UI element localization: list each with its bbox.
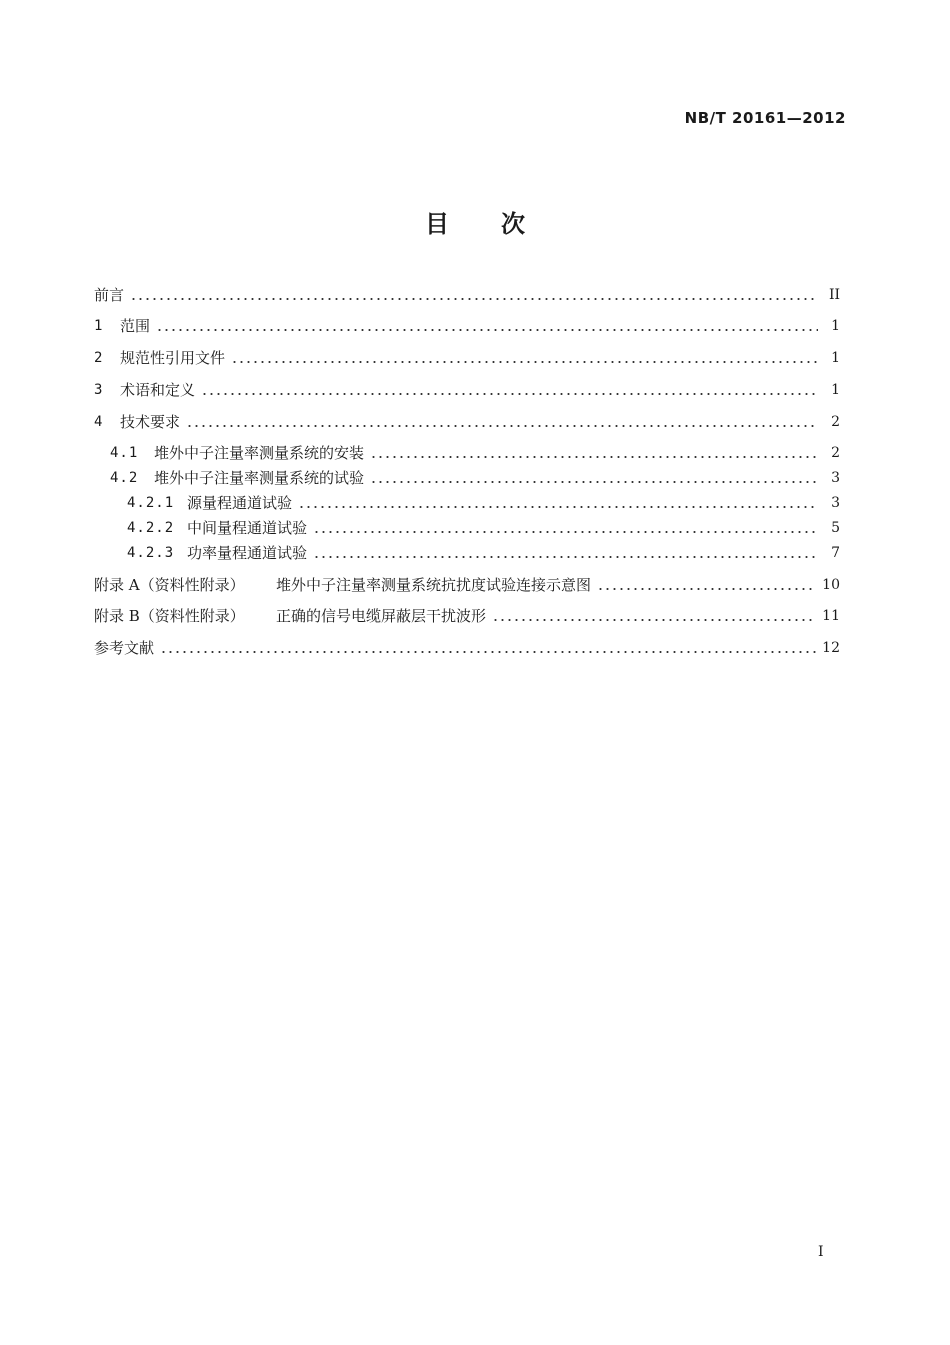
toc-entry-number: 4.1	[110, 445, 139, 461]
toc-entry-number: 附录 B（资料性附录）	[94, 607, 245, 625]
standard-number: NB/T 20161—2012	[684, 109, 846, 127]
toc-entry-page: 7	[831, 545, 840, 561]
toc-entry-page: 11	[822, 608, 840, 624]
toc-entry-page: 5	[831, 520, 840, 536]
toc-entry-page: II	[828, 287, 840, 303]
toc-entry-1[interactable]	[94, 315, 840, 337]
toc-entry-number: 4.2.3	[127, 545, 175, 561]
toc-entry-4-1[interactable]	[94, 442, 840, 464]
toc-entry-number: 4.2	[110, 470, 139, 486]
toc-entry-label: 正确的信号电缆屏蔽层干扰波形	[276, 607, 487, 625]
leader-dots	[298, 506, 818, 508]
toc-entry-3[interactable]	[94, 379, 840, 401]
toc-entry-label: 源量程通道试验	[187, 494, 293, 512]
toc-entry-label: 前言	[94, 286, 125, 304]
leader-dots	[160, 651, 816, 653]
toc-entry-number: 1	[94, 318, 104, 334]
toc-entry-4-2-2[interactable]	[94, 517, 840, 539]
leader-dots	[492, 619, 816, 621]
leader-dots	[597, 588, 816, 590]
leader-dots	[156, 329, 818, 331]
toc-entry-label: 规范性引用文件	[120, 349, 226, 367]
page-number: I	[818, 1244, 824, 1260]
toc-entry-label: 堆外中子注量率测量系统的试验	[154, 469, 365, 487]
toc-entry-page: 10	[822, 577, 840, 593]
toc-entry-4[interactable]	[94, 411, 840, 433]
toc-entry-bibliography[interactable]	[94, 637, 840, 659]
toc-entry-page: 3	[831, 495, 840, 511]
toc-entry-4-2-1[interactable]	[94, 492, 840, 514]
toc-entry-number: 4	[94, 414, 104, 430]
toc-entry-number: 4.2.2	[127, 520, 175, 536]
toc-entry-page: 3	[831, 470, 840, 486]
toc-entry-4-2[interactable]	[94, 467, 840, 489]
leader-dots	[231, 361, 818, 363]
toc-entry-label: 堆外中子注量率测量系统的安装	[154, 444, 365, 462]
toc-entry-label: 功率量程通道试验	[187, 544, 308, 562]
toc-entry-page: 2	[831, 445, 840, 461]
toc-entry-4-2-3[interactable]	[94, 542, 840, 564]
toc-entry-page: 1	[831, 382, 840, 398]
toc-entry-number: 3	[94, 382, 104, 398]
toc-entry-foreword[interactable]	[94, 284, 840, 306]
toc-entry-annex-b[interactable]	[94, 605, 840, 627]
leader-dots	[370, 456, 818, 458]
toc-entry-label: 技术要求	[120, 413, 181, 431]
leader-dots	[313, 531, 818, 533]
leader-dots	[130, 298, 818, 300]
leader-dots	[201, 393, 818, 395]
toc-entry-page: 1	[831, 318, 840, 334]
toc-entry-label: 中间量程通道试验	[187, 519, 308, 537]
toc-entry-annex-a[interactable]	[94, 574, 840, 596]
leader-dots	[186, 425, 818, 427]
toc-entry-number: 附录 A（资料性附录）	[94, 576, 245, 594]
toc-entry-label: 参考文献	[94, 639, 155, 657]
toc-entry-label: 术语和定义	[120, 381, 196, 399]
toc-entry-number: 2	[94, 350, 104, 366]
toc-entry-2[interactable]	[94, 347, 840, 369]
page-title: 目次	[425, 210, 577, 238]
toc-entry-page: 1	[831, 350, 840, 366]
toc-entry-label: 范围	[120, 317, 151, 335]
toc-entry-page: 2	[831, 414, 840, 430]
toc-entry-number: 4.2.1	[127, 495, 175, 511]
leader-dots	[313, 556, 818, 558]
leader-dots	[370, 481, 818, 483]
toc-entry-page: 12	[822, 640, 840, 656]
toc-entry-label: 堆外中子注量率测量系统抗扰度试验连接示意图	[276, 576, 592, 594]
